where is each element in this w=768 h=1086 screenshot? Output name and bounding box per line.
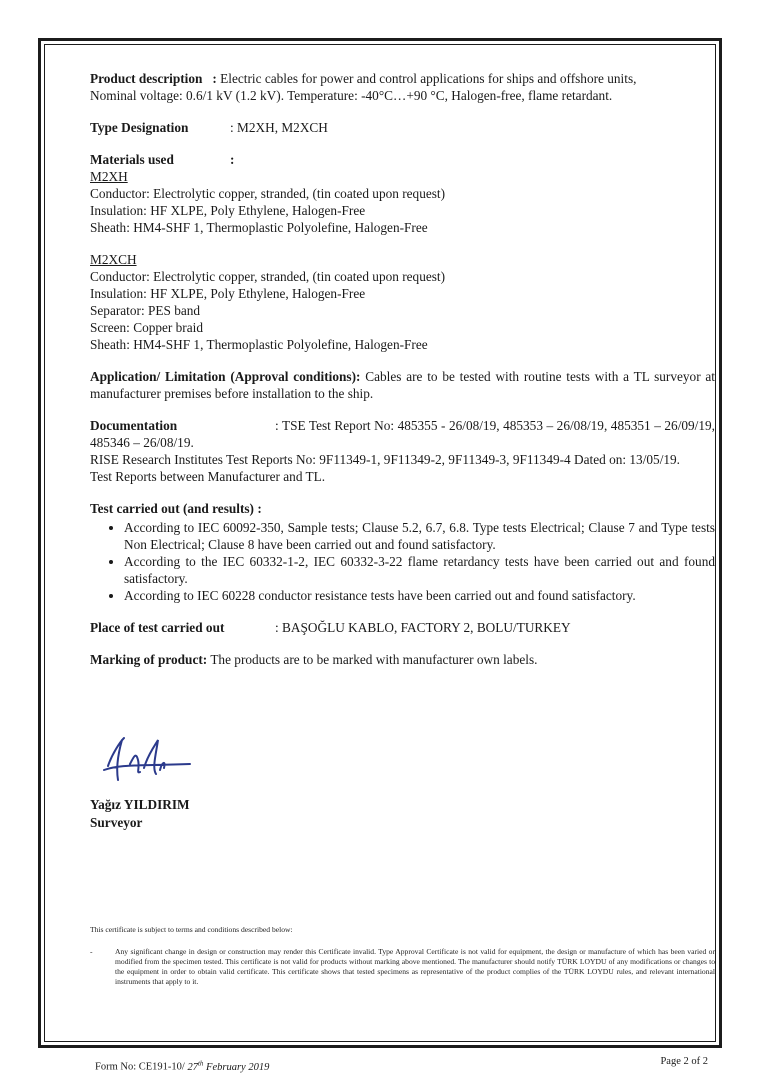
marking-text: The products are to be marked with manufacturer own labels.: [210, 652, 538, 667]
product-description-label: Product description: [90, 71, 203, 86]
list-item: • According to IEC 60092-350, Sample tests; Clause 5.2, 6.7, 6.8. Type tests Electrical; Clause 7 and Type tests Non Electrical; Clause 8 have been carried out and found satisfactory.: [124, 519, 715, 553]
page-number: Page 2 of 2: [660, 1056, 708, 1067]
place-of-test-value: : BAŞOĞLU KABLO, FACTORY 2, BOLU/TURKEY: [275, 620, 571, 635]
place-of-test-label: Place of test carried out: [90, 620, 225, 635]
type-designation-label: Type Designation: [90, 120, 189, 135]
materials-line: Insulation: HF XLPE, Poly Ethylene, Halogen-Free: [90, 203, 366, 218]
materials-line: Conductor: Electrolytic copper, stranded, (tin coated upon request): [90, 269, 446, 284]
materials-line: Insulation: HF XLPE, Poly Ethylene, Halogen-Free: [90, 286, 366, 301]
product-description-sep: :: [212, 71, 217, 86]
type-designation-value: : M2XH, M2XCH: [230, 120, 328, 135]
form-date: February 2019: [206, 1061, 270, 1073]
place-of-test: [90, 619, 715, 636]
marking-of-product: [90, 651, 715, 668]
product-description: [90, 70, 715, 104]
documentation-label: Documentation: [90, 418, 178, 433]
materials-line: Sheath: HM4-SHF 1, Thermoplastic Polyolefine, Halogen-Free: [90, 220, 428, 235]
list-item: • According to the IEC 60332-1-2, IEC 60332-3-22 flame retardancy tests have been carried out and found satisfactory.: [124, 553, 715, 587]
list-item: • According to IEC 60228 conductor resistance tests have been carried out and found satisfactory.: [124, 587, 715, 604]
materials-group-name: M2XH: [90, 169, 128, 184]
tests-label: Test carried out (and results) :: [90, 501, 262, 516]
materials-heading: [90, 151, 715, 168]
materials-group-m2xh: [90, 168, 715, 236]
marking-label: Marking of product:: [90, 652, 208, 667]
terms-item: [90, 947, 715, 987]
form-day: 27: [187, 1061, 198, 1073]
certificate-body: [90, 70, 715, 668]
materials-group-name: M2XCH: [90, 252, 137, 267]
product-description-text2: Nominal voltage: 0.6/1 kV (1.2 kV). Temperature: -40°C…+90 °C, Halogen-free, flame retardant.: [90, 88, 613, 103]
signature-image: [100, 734, 195, 789]
type-designation: [90, 119, 715, 136]
materials-group-m2xch: [90, 251, 715, 353]
materials-sep: :: [230, 152, 235, 167]
documentation-text2: RISE Research Institutes Test Reports No: 9F11349-1, 9F11349-2, 9F11349-3, 9F11349-4 Dated on: 13/05/19.: [90, 452, 681, 467]
materials-line: Sheath: HM4-SHF 1, Thermoplastic Polyolefine, Halogen-Free: [90, 337, 428, 352]
signer-block: [90, 796, 190, 832]
terms-and-conditions: [90, 925, 715, 987]
signer-name: Yağız YILDIRIM: [90, 797, 190, 812]
tests-section: [90, 500, 715, 604]
materials-line: Conductor: Electrolytic copper, stranded, (tin coated upon request): [90, 186, 446, 201]
application-label: Application/ Limitation (Approval conditions):: [90, 369, 361, 384]
form-prefix: Form No: CE191-10/: [95, 1061, 185, 1073]
signer-title: Surveyor: [90, 815, 143, 830]
application-text: Cables are to be tested with routine tests with a TL surveyor at manufacturer premises before installation to the ship.: [90, 369, 715, 401]
documentation-text1: : TSE Test Report No: 485355 - 26/08/19, 485353 – 26/08/19, 485351 – 26/09/19, 485346 – 26/08/19.: [90, 418, 715, 450]
materials-line: Screen: Copper braid: [90, 320, 203, 335]
terms-dash: -: [90, 947, 93, 956]
materials-label: Materials used: [90, 152, 174, 167]
terms-intro: This certificate is subject to terms and conditions described below:: [90, 925, 293, 934]
documentation-text3: Test Reports between Manufacturer and TL.: [90, 469, 326, 484]
documentation: [90, 417, 715, 485]
materials-line: Separator: PES band: [90, 303, 201, 318]
form-number: [95, 1059, 269, 1073]
terms-text: Any significant change in design or construction may render this Certificate invalid. Type Approval Certificate is not valid for equipment, the design or manufacture of which has been varied or modified from the specimen tested. This certificate is not valid for products without marking above mentioned. The manufacturer should notify TÜRK LOYDU of any modifications or changes to the equipment in order to obtain valid certificate. This certificate shows that tested specimens as representative of the product complies of the TÜRK LOYDU rules, and relevant international instruments that apply to it.: [115, 947, 715, 986]
form-day-suffix: th: [197, 1059, 204, 1067]
tests-list: [90, 519, 715, 604]
product-description-text1: Electric cables for power and control applications for ships and offshore units,: [220, 71, 637, 86]
application-limitation: [90, 368, 715, 402]
